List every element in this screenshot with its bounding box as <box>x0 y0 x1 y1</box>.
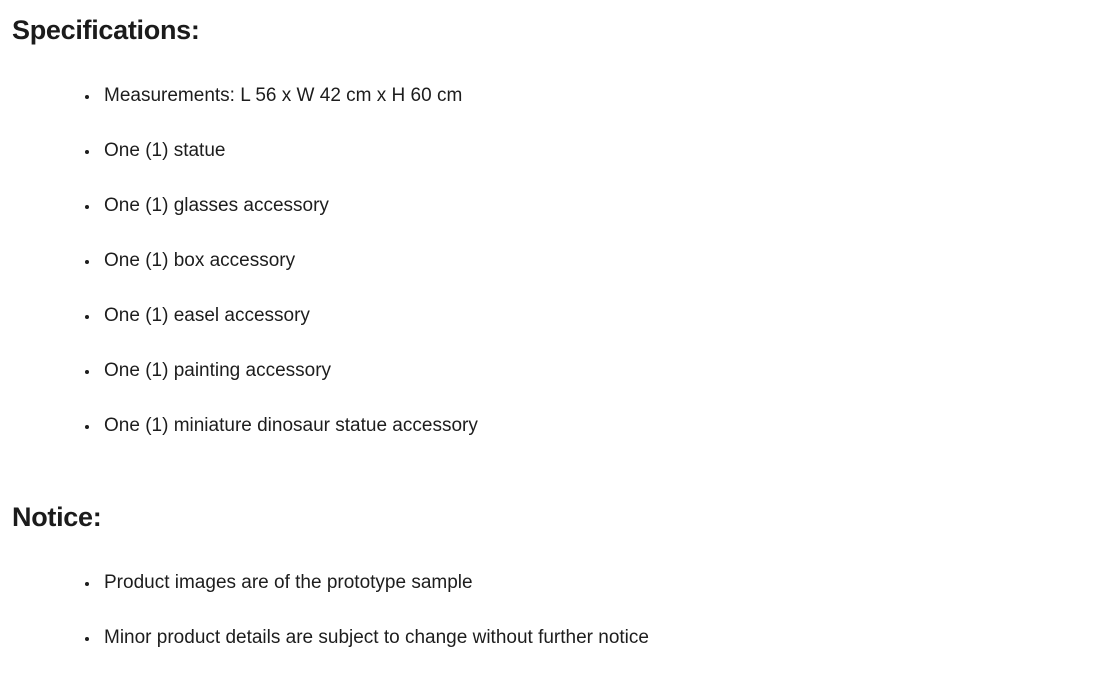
specification-list-item: • One (1) easel accessory <box>100 304 1083 327</box>
notice-section <box>12 501 1083 649</box>
notice-list-item: • Product images are of the prototype sample <box>100 571 1083 594</box>
specification-list-item: • Measurements: L 56 x W 42 cm x H 60 cm <box>100 84 1083 107</box>
specification-list-item: • One (1) painting accessory <box>100 359 1083 382</box>
specification-list-item: • One (1) miniature dinosaur statue accessory <box>100 414 1083 437</box>
notice-list-item: • Minor product details are subject to change without further notice <box>100 626 1083 649</box>
specifications-section <box>12 14 1083 437</box>
specification-list-item: • One (1) statue <box>100 139 1083 162</box>
specification-list-item: • One (1) box accessory <box>100 249 1083 272</box>
notice-list <box>12 571 1083 649</box>
notice-heading: Notice: <box>12 502 102 532</box>
specifications-heading: Specifications: <box>12 15 200 45</box>
specification-list-item: • One (1) glasses accessory <box>100 194 1083 217</box>
specifications-list <box>12 84 1083 437</box>
